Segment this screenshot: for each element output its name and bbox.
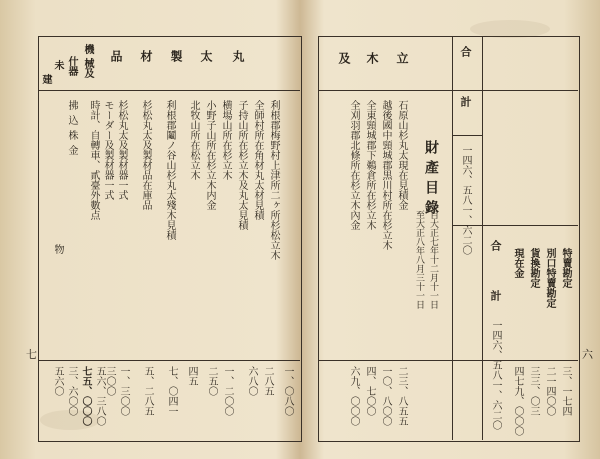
summary-amount: 三三、〇三 xyxy=(528,366,539,416)
item-description: 北牧山所在松立木 xyxy=(188,100,199,180)
document-title: 財產目錄 xyxy=(423,140,439,220)
item-description: 越後國中頸城郡黒川村所在杉立木 xyxy=(380,100,391,250)
summary-total-label: 合 計 xyxy=(459,46,472,121)
category-header: 丸 xyxy=(231,50,245,62)
inner-column-rule xyxy=(482,36,483,440)
right-page xyxy=(300,0,600,459)
amount-value: 三、六〇〇 xyxy=(66,366,77,416)
right-header-divider xyxy=(318,90,578,91)
tools-label: 什器 xyxy=(66,56,77,76)
item-description: 石原山杉丸太現在見積金 xyxy=(396,100,407,210)
item-description: 利根郡鬮ノ谷山杉丸太殘木見積 xyxy=(164,100,175,240)
date-from: 自大正七年十二月十一日 xyxy=(428,210,438,309)
summary-label: 貨換勘定 xyxy=(528,248,539,288)
summary-grand-total: 一四六、五八一、六二〇 xyxy=(490,320,501,430)
item-description: 横場山所在杉立木 xyxy=(220,100,231,180)
amount-value: 三〇〇 xyxy=(104,366,115,396)
amount-value: 二八五 xyxy=(262,366,273,396)
summary-label: 特賣勘定 xyxy=(560,248,571,288)
amount-value: 七五、〇〇〇 xyxy=(80,366,91,426)
amount-value: 四、七〇〇 xyxy=(364,366,375,416)
amount-value: 一〇、八〇〇 xyxy=(380,366,391,426)
right-amount-divider xyxy=(318,360,578,361)
amount-value: 四五 xyxy=(186,366,197,386)
amount-value: 六八〇 xyxy=(246,366,257,396)
item-description: 杉松丸太及製材品在庫品 xyxy=(140,100,151,210)
left-amount-divider xyxy=(38,360,300,361)
unsettled-label: 未 xyxy=(52,60,63,70)
amount-value: 五六、三八〇 xyxy=(94,366,105,426)
machinery-label: 機 xyxy=(82,44,93,54)
item-description: 利根郡梅野村上津所二ヶ所杉松立木 xyxy=(268,100,279,260)
summary-divider xyxy=(482,225,578,226)
amount-value: 一、〇八〇 xyxy=(282,366,293,416)
section-header: 立 xyxy=(395,52,409,64)
amount-value: 五六〇 xyxy=(52,366,63,396)
amount-value: 一、二〇〇 xyxy=(222,366,233,416)
summary-total-amount: 一四六、五八一、六二〇 xyxy=(460,145,471,255)
page-number: 六 xyxy=(582,348,593,361)
summary-amount: 二一四〇〇 xyxy=(544,366,555,416)
summary-divider xyxy=(452,135,482,136)
category-header: 太 xyxy=(199,50,213,62)
paper-stain xyxy=(470,20,550,38)
construction-label: 建 xyxy=(40,74,51,84)
category-header: 品 xyxy=(109,50,123,62)
item-description: モーダー及製材器一式 xyxy=(102,100,113,200)
amount-value: 六九、〇〇〇 xyxy=(348,366,359,426)
amount-value: 二三、八五五 xyxy=(396,366,407,426)
summary-amount: 四七九、〇〇〇 xyxy=(512,366,523,436)
item-description: 物 xyxy=(52,244,63,254)
category-header: 製 xyxy=(169,50,183,62)
paper-stain xyxy=(40,410,100,430)
item-description: 全刈羽郡北條所在杉立木內金 xyxy=(348,100,359,230)
item-description: 時計、自轉車、貳臺外數点 xyxy=(88,100,99,220)
summary-label: 別口特賣勘定 xyxy=(544,248,555,308)
amount-value: 一、三〇〇 xyxy=(118,366,129,416)
inner-column-rule xyxy=(452,36,453,440)
date-to: 至大正八年八月三十一日 xyxy=(414,210,424,309)
left-header-divider xyxy=(38,90,300,91)
summary-total-label: 合 計 xyxy=(489,240,502,315)
section-header: 及 xyxy=(337,52,351,64)
page-number: 七 xyxy=(26,348,37,361)
amount-value: 七、〇四一 xyxy=(166,366,177,416)
item-description: 拂込株金 xyxy=(66,100,77,160)
amount-value: 二五〇 xyxy=(206,366,217,396)
summary-amount: 三、一七四 xyxy=(560,366,571,416)
amount-value: 五、二八五 xyxy=(142,366,153,416)
item-description: 杉松丸太及製材器一式 xyxy=(116,100,127,200)
item-description: 全東頸城郡下鵜倉所在杉立木 xyxy=(364,100,375,230)
summary-label: 現在金 xyxy=(512,248,523,278)
category-header: 材 xyxy=(139,50,153,62)
item-description: 子持山所在杉立木及丸太見積 xyxy=(236,100,247,230)
machinery-label: 械及 xyxy=(82,58,93,78)
item-description: 小野子山所在杉立木内金 xyxy=(204,100,215,210)
section-header: 木 xyxy=(365,52,379,64)
item-description: 全師村所在角材丸太材見積 xyxy=(252,100,263,220)
